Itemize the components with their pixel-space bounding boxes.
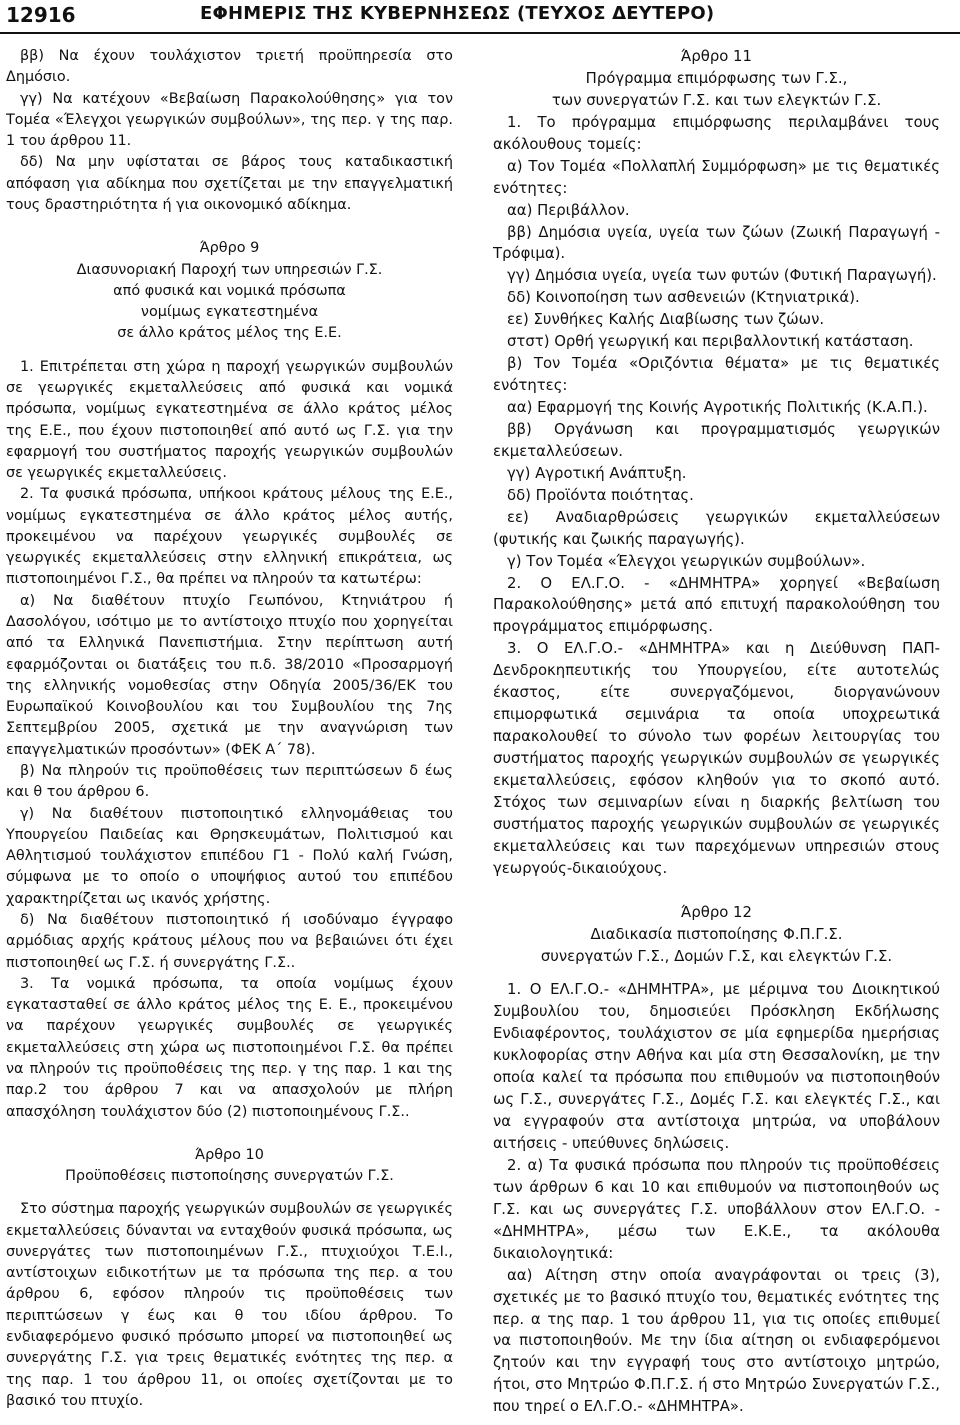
paragraph: αα) Αίτηση στην οποία αναγράφονται οι τρεις (3), σχετικές με το βασικό πτυχίο του, θεματικές ενότητες της περ. α της παρ. 1 του άρθρου 11, για τις οποίες επιθυμεί να πιστοποιηθούν. Με την ίδια αίτηση οι ενδιαφερόμενοι ζητούν και την εγγραφή τους στο αντίστοιχο μητρώο, ήτοι, στο Μητρώο Φ.Π.Γ.Σ. ή στο Μητρώο Συνεργατών Γ.Σ., που τηρεί ο ΕΛ.Γ.Ο.- «ΔΗΜΗΤΡΑ».	[493, 1265, 940, 1416]
article-9-heading: Άρθρο 9	[199, 240, 260, 257]
paragraph: αα) Περιβάλλον.	[507, 200, 630, 219]
paragraph: ββ) Να έχουν τουλάχιστον τριετή προϋπηρεσία στο Δημόσιο.	[6, 48, 453, 86]
article-9-title: από φυσικά και νομικά πρόσωπα	[113, 282, 346, 299]
article-9-title: σε άλλο κράτος μέλος της Ε.Ε.	[117, 325, 342, 342]
paragraph: α) Τον Τομέα «Πολλαπλή Συμμόρφωση» με τις θεματικές ενότητες:	[493, 156, 940, 197]
article-11-title: Πρόγραμμα επιμόρφωσης των Γ.Σ.,	[585, 68, 848, 87]
paragraph: 3. Τα νομικά πρόσωπα, τα οποία νομίμως έχουν εγκατασταθεί σε άλλο κράτος μέλος της Ε. Ε., προκειμένου να παρέχουν γεωργικές συμβουλές σε γεωργικές εκμεταλλεύσεις στη χώρα ως πιστοποιημένοι Γ.Σ. θα πρέπει να πληρούν τις προϋποθέσεις της περ. γ της παρ. 1 και της παρ.2 του άρθρου 7 και να απασχολούν με πλήρη απασχόληση τουλάχιστον δύο (2) πιστοποιημένους Γ.Σ..	[6, 975, 453, 1120]
page-header	[0, 0, 960, 34]
paragraph: γ) Τον Τομέα «Έλεγχοι γεωργικών συμβούλων».	[507, 551, 866, 570]
article-12-heading: Άρθρο 12	[681, 902, 752, 921]
paragraph: εε) Συνθήκες Καλής Διαβίωσης των ζώων.	[507, 310, 825, 329]
gazette-title: ΕΦΗΜΕΡΙΣ ΤΗΣ ΚΥΒΕΡΝΗΣΕΩΣ (ΤΕΥΧΟΣ ΔΕΥΤΕΡΟ)	[200, 3, 715, 24]
paragraph: Στο σύστημα παροχής γεωργικών συμβουλών σε γεωργικές εκμεταλλεύσεις δύνανται να ενταχθούν φυσικά πρόσωπα, ως συνεργάτες των πιστοποιημένων Γ.Σ., πτυχιούχοι Τ.Ε.Ι., αντίστοιχων ειδικοτήτων με τα πρόσωπα της περ. α του άρθρου 6, εφόσον πληρούν τις προϋποθέσεις των περιπτώσεων γ έως και θ του ιδίου άρθρου. Το ενδιαφερόμενο φυσικό πρόσωπο μπορεί να πιστοποιηθεί ως συνεργάτης Γ.Σ. για τρεις θεματικές ενότητες της περ. α της παρ. 1 του άρθρου 11, οι οποίες σχετίζονται με το βασικό του πτυχίο.	[6, 1201, 453, 1409]
paragraph: 1. Ο ΕΛ.Γ.Ο.- «ΔΗΜΗΤΡΑ», με μέριμνα του Διοικητικού Συμβουλίου του, δημοσιεύει Πρόσκληση Εκδήλωσης Ενδιαφέροντος, τουλάχιστον σε μία εφημερίδα ημερήσιας κυκλοφορίας στην Αθήνα και μία στη Θεσσαλονίκη, με την οποία καλεί τα πρόσωπα που επιθυμούν να πιστοποιηθούν ως Γ.Σ., συνεργάτες Γ.Σ., Δομές Γ.Σ. και ελεγκτές Γ.Σ., και να εγγραφούν στα αντίστοιχα μητρώα, να υποβάλουν αιτήσεις - υπεύθυνες δηλώσεις.	[493, 980, 940, 1152]
article-10-title: Προϋποθέσεις πιστοποίησης συνεργατών Γ.Σ.	[65, 1168, 394, 1185]
paragraph: γγ) Αγροτική Ανάπτυξη.	[507, 463, 687, 482]
paragraph: 2. Ο ΕΛ.Γ.Ο. - «ΔΗΜΗΤΡΑ» χορηγεί «Βεβαίωση Παρακολούθησης» μετά από επιτυχή παρακολούθηση του προγράμματος επιμόρφωσης.	[493, 573, 940, 636]
paragraph: εε) Αναδιαρθρώσεις γεωργικών εκμεταλλεύσεων (φυτικής και ζωικής παραγωγής).	[493, 507, 940, 548]
header-rule	[0, 32, 960, 34]
paragraph: γγ) Δημόσια υγεία, υγεία των φυτών (Φυτική Παραγωγή).	[507, 266, 937, 285]
article-9-title: Διασυνοριακή Παροχή των υπηρεσιών Γ.Σ.	[76, 261, 383, 278]
left-column	[6, 46, 453, 1412]
paragraph: β) Να πληρούν τις προϋποθέσεις των περιπτώσεων δ έως και θ του άρθρου 6.	[6, 763, 453, 801]
article-9-title: νομίμως εγκατεστημένα	[140, 304, 319, 321]
paragraph: 2. Τα φυσικά πρόσωπα, υπήκοοι κράτους μέλους της Ε.Ε., νομίμως εγκατεστημένα σε άλλο κράτος μέλος αυτής, προκειμένου να παρέχουν γεωργικές συμβουλές σε γεωργικές εκμεταλλεύσεις στην ελληνική επικράτεια, ως πιστοποιημένοι Γ.Σ., θα πρέπει να πληρούν τα κατωτέρω:	[6, 486, 453, 588]
paragraph: 1. Το πρόγραμμα επιμόρφωσης περιλαμβάνει τους ακόλουθους τομείς:	[493, 112, 940, 153]
article-12-title: Διαδικασία πιστοποίησης Φ.Π.Γ.Σ.	[590, 924, 843, 943]
paragraph: δδ) Προϊόντα ποιότητας.	[507, 485, 694, 504]
paragraph: δδ) Να μην υφίσταται σε βάρος τους καταδικαστική απόφαση για αδίκημα που σχετίζεται με την επαγγελματική τους δραστηριότητα ή για οικονομικό αδίκημα.	[6, 154, 453, 213]
paragraph: 1. Επιτρέπεται στη χώρα η παροχή γεωργικών συμβουλών σε γεωργικές εκμεταλλεύσεις από φυσικά και νομικά πρόσωπα, νομίμως εγκατεστημένα σε άλλο κράτος μέλος της Ε.Ε., που έχουν πιστοποιηθεί από αυτό ως Γ.Σ. για την εφαρμογή του συστήματος παροχής γεωργικών συμβουλών σε γεωργικές εκμεταλλεύσεις.	[6, 358, 453, 482]
article-12-title: συνεργατών Γ.Σ., Δομών Γ.Σ, και ελεγκτών Γ.Σ.	[540, 946, 893, 965]
paragraph: γγ) Να κατέχουν «Βεβαίωση Παρακολούθησης» για τον Τομέα «Έλεγχοι γεωργικών συμβούλων», της περ. γ της παρ. 1 του άρθρου 11.	[6, 90, 453, 150]
paragraph: γ) Να διαθέτουν πιστοποιητικό ελληνομάθειας του Υπουργείου Παιδείας και Θρησκευμάτων, Πολιτισμού και Αθλητισμού τουλάχιστον επιπέδου Γ1 - Πολύ καλή Γνώση, σύμφωνα με το οποίο ο υποψήφιος αυτού του επιπέδου χαρακτηρίζεται ως ικανός χρήστης.	[6, 805, 453, 907]
paragraph: α) Να διαθέτουν πτυχίο Γεωπόνου, Κτηνιάτρου ή Δασολόγου, ισότιμο με το αντίστοιχο πτυχίο που χορηγείται από τα Ελληνικά Πανεπιστήμια. Στην περίπτωση αυτή εφαρμόζονται οι διατάξεις του π.δ. 38/2010 «Προσαρμογή της ελληνικής νομοθεσίας στην Οδηγία 2005/36/ΕΚ του Ευρωπαϊκού Κοινοβουλίου και του Συμβουλίου της 7ης Σεπτεμβρίου 2005, σχετικά με την αναγνώριση των επαγγελματικών προσόντων» (ΦΕΚ Α΄ 78).	[6, 592, 453, 758]
page-number: 12916	[6, 3, 76, 27]
paragraph: αα) Εφαρμογή της Κοινής Αγροτικής Πολιτικής (Κ.Α.Π.).	[507, 398, 928, 416]
right-column	[493, 46, 940, 1418]
article-10-heading: Άρθρο 10	[195, 1146, 264, 1163]
paragraph: β) Τον Τομέα «Οριζόντια θέματα» με τις θεματικές ενότητες:	[493, 354, 940, 395]
article-11-heading: Άρθρο 11	[681, 47, 752, 65]
paragraph: 3. Ο ΕΛ.Γ.Ο.- «ΔΗΜΗΤΡΑ» και η Διεύθυνση ΠΑΠ-Δενδροκηπευτικής του Υπουργείου, είτε αυτοτελώς έκαστος, είτε συνεργαζόμενοι, διοργανώνουν επιμορφωτικά σεμινάρια τα οποία υποχρεωτικά παρακολουθεί το σύνολο των φορέων λειτουργίας του συστήματος παροχής γεωργικών συμβουλών σε γεωργικές εκμεταλλεύσεις, εφόσον κληθούν για το σκοπό αυτό. Στόχος των σεμιναρίων είναι η διαρκής βελτίωση του συστήματος παροχής γεωργικών συμβουλών σε γεωργικές εκμεταλλεύσεις και των παρεχόμενων υπηρεσιών στους γεωργούς-δικαιούχους.	[493, 639, 940, 877]
paragraph: ββ) Οργάνωση και προγραμματισμός γεωργικών εκμεταλλεύσεων.	[493, 419, 940, 460]
paragraph: στστ) Ορθή γεωργική και περιβαλλοντική κατάσταση.	[507, 332, 914, 351]
paragraph: 2. α) Τα φυσικά πρόσωπα που πληρούν τις προϋποθέσεις των άρθρων 6 και 10 και επιθυμούν να πιστοποιηθούν ως Γ.Σ. και ως συνεργάτες Γ.Σ. υποβάλλουν στον ΕΛ.Γ.Ο. - «ΔΗΜΗΤΡΑ», μέσω των Ε.Κ.Ε., τα ακόλουθα δικαιολογητικά:	[493, 1155, 940, 1262]
paragraph: δ) Να διαθέτουν πιστοποιητικό ή ισοδύναμο έγγραφο αρμόδιας αρχής κράτους μέλους που να βεβαιώνει ότι έχει πιστοποιηθεί ως Γ.Σ. ή συνεργάτης Γ.Σ..	[6, 911, 453, 971]
paragraph: δδ) Κοινοποίηση των ασθενειών (Κτηνιατρικά).	[507, 288, 860, 307]
article-11-title: των συνεργατών Γ.Σ. και των ελεγκτών Γ.Σ.	[551, 90, 882, 109]
paragraph: ββ) Δημόσια υγεία, υγεία των ζώων (Ζωική Παραγωγή - Τρόφιμα).	[493, 222, 940, 263]
